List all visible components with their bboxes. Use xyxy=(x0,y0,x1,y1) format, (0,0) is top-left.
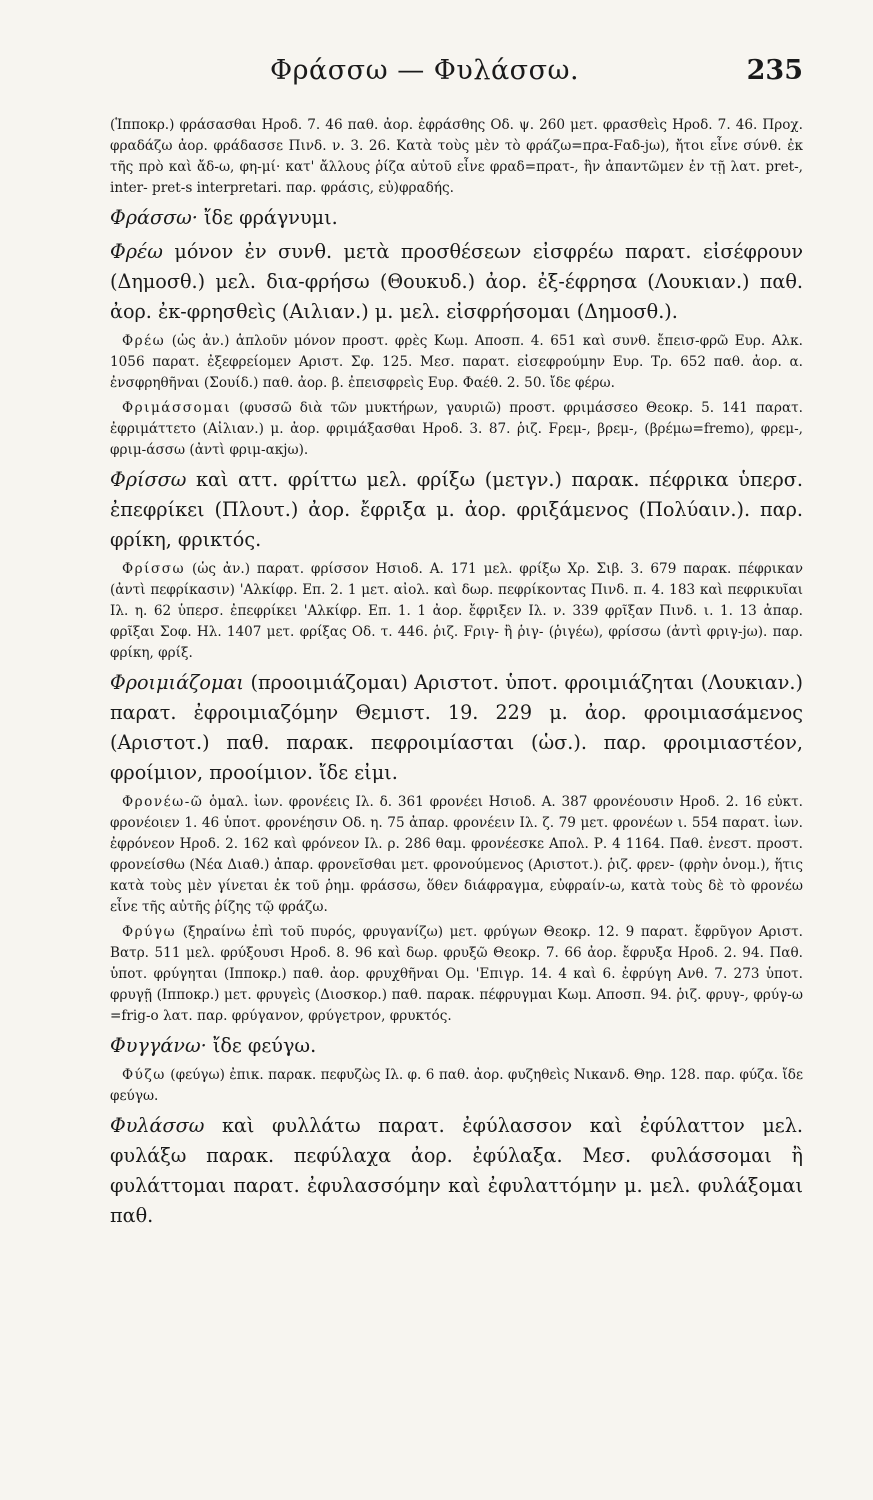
entry-lemma: Φρίσσω xyxy=(110,468,187,491)
dictionary-entry xyxy=(110,922,803,1027)
entry-text: καὶ φυλλάτω παρατ. ἐφύλασσον καὶ ἐφύλαττον μελ. φυλάξω παρακ. πεφύλαχα ἀορ. ἐφύλαξα. Μεσ. φυλάσσομαι ἢ φυλάττομαι παρατ. ἐφυλασσόμην καὶ ἐφυλαττόμην μ. μελ. φυλάξομαι παθ. xyxy=(110,1114,803,1227)
entry-text: (ξηραίνω ἐπὶ τοῦ πυρός, φρυγανίζω) μετ. φρύγων Θεοκρ. 12. 9 παρατ. ἔφρῦγον Αριστ. Βατρ. 511 μελ. φρύξουσι Ηροδ. 8. 96 καὶ δωρ. φρυξῶ Θεοκρ. 7. 66 ἀορ. ἔφρυξα Ηροδ. 2. 94. Παθ. ὑποτ. φρύγηται (Ιπποκρ.) παθ. ἀορ. φρυχθῆναι Ομ. 'Επιγρ. 14. 4 καὶ 6. ἐφρύγη Ανθ. 7. 273 ὑποτ. φρυγῇ (Ιπποκρ.) μετ. φρυγεὶς (Διοσκορ.) παθ. παρακ. πέφρυγμαι Κωμ. Αποσπ. 94. ῥιζ. φρυγ-, φρύγ-ω =frig-o λατ. παρ. φρύγανον, φρύγετρον, φρυκτός. xyxy=(110,924,803,1024)
running-title: Φράσσω — Φυλάσσω. xyxy=(270,55,580,86)
entry-lemma: Φρέω xyxy=(110,240,163,263)
entry-text: (ὡς ἀν.) παρατ. φρίσσον Ησιοδ. Α. 171 μελ. φρίξω Χρ. Σιβ. 3. 679 παρακ. πέφρικαν (ἀντὶ πεφρίκασιν) 'Αλκίφρ. Επ. 2. 1 μετ. αἰολ. καὶ δωρ. πεφρίκοντας Πινδ. π. 4. 183 καὶ πεφρικυῖαι Ιλ. η. 62 ὑπερσ. ἐπεφρίκει 'Αλκίφρ. Επ. 1. 1 ἀορ. ἔφριξεν Ιλ. ν. 339 φρῖξαν Πινδ. ι. 1. 13 ἀπαρ. φρῖξαι Σοφ. Ηλ. 1407 μετ. φρίξας Οδ. τ. 446. ῥιζ. Fριγ- ἢ ῥιγ- (ῥιγέω), φρίσσω (ἀντὶ φριγ-jω). παρ. φρίκη, φρίξ. xyxy=(110,561,803,661)
page-number: 235 xyxy=(746,55,803,86)
entry-lemma: Φρονέω-ῶ xyxy=(122,794,204,810)
entry-text: καὶ αττ. φρίττω μελ. φρίξω (μετγν.) παρακ. πέφρικα ὑπερσ. ἐπεφρίκει (Πλουτ.) ἀορ. ἔφριξα μ. ἀορ. φριξάμενος (Πολύαιν.). παρ. φρίκη, φρικτός. xyxy=(110,468,803,551)
dictionary-entry xyxy=(110,115,803,199)
entry-text: (Ἱπποκρ.) φράσασθαι Ηροδ. 7. 46 παθ. ἀορ. ἐφράσθης Οδ. ψ. 260 μετ. φρασθεὶς Ηροδ. 7. 46. Προχ. φραδάζω ἀορ. φράδασσε Πινδ. ν. 3. 26. Κατὰ τοὺς μὲν τὸ φράζω=πρα-Fαδ-jω), ἤτοι εἶνε σύνθ. ἐκ τῆς πρὸ καὶ ἄδ-ω, φη-μί· κατ' ἄλλους ῥίζα αὐτοῦ εἶνε φραδ=πρατ-, ἣν ἀπαντῶμεν ἐν τῇ λατ. pret-, inter- pret-s interpretari. παρ. φράσις, εὐ)φραδής. xyxy=(110,117,803,196)
entry-text: (φυσσῶ διὰ τῶν μυκτήρων, γαυριῶ) προστ. φριμάσσεο Θεοκρ. 5. 141 παρατ. ἐφριμάττετο (Αἰλιαν.) μ. ἀορ. φριμάξασθαι Ηροδ. 3. 87. ῥιζ. Fρεμ-, βρεμ-, (βρέμω=fremo), φρεμ-, φριμ-άσσω (ἀντὶ φριμ-ακjω). xyxy=(110,400,804,458)
dictionary-entry xyxy=(110,1111,803,1231)
entry-text: ἴδε φράγνυμι. xyxy=(204,206,338,229)
dictionary-entries xyxy=(110,115,803,1231)
dictionary-entry xyxy=(110,331,803,394)
page-header xyxy=(110,55,803,107)
dictionary-entry xyxy=(110,203,803,233)
entry-lemma: Φρέω xyxy=(122,333,166,349)
entry-lemma: Φράσσω· xyxy=(110,206,198,229)
dictionary-entry xyxy=(110,398,803,461)
entry-lemma: Φύζω xyxy=(122,1067,166,1083)
dictionary-entry xyxy=(110,1031,803,1061)
entry-lemma: Φυλάσσω xyxy=(110,1114,205,1137)
entry-lemma: Φρίσσω xyxy=(122,561,186,577)
entry-text: ὁμαλ. ἰων. φρονέεις Ιλ. δ. 361 φρονέει Ησιοδ. Α. 387 φρονέουσιν Ηροδ. 2. 16 εὐκτ. φρονέοιεν 1. 46 ὑποτ. φρονέησιν Οδ. η. 75 ἀπαρ. φρονέειν Ιλ. ζ. 79 μετ. φρονέων ι. 554 παρατ. ἰων. ἐφρόνεον Ηροδ. 2. 162 καὶ φρόνεον Ιλ. ρ. 286 θαμ. φρονέεσκε Απολ. Ρ. 4 1164. Παθ. ἐνεστ. προστ. φρονείσθω (Νέα Διαθ.) ἀπαρ. φρονεῖσθαι μετ. φρονούμενος (Αριστοτ.). ῥιζ. φρεν- (φρὴν ὀνομ.), ἥτις κατὰ τοὺς μὲν γίνεται ἐκ τοῦ ῥημ. φράσσω, ὅθεν διάφραγμα, εὐφραίν-ω, κατὰ τοὺς δὲ τὸ φρονέω εἶνε τῆς αὐτῆς ῥίζης τῷ φράζω. xyxy=(110,794,803,915)
dictionary-entry xyxy=(110,559,803,664)
entry-lemma: Φρύγω xyxy=(122,924,177,940)
entry-lemma: Φροιμιάζομαι xyxy=(110,671,244,694)
dictionary-entry xyxy=(110,1065,803,1107)
entry-text: (προοιμιάζομαι) Αριστοτ. ὑποτ. φροιμιάζηται (Λουκιαν.) παρατ. ἐφροιμιαζόμην Θεμιστ. 19. 229 μ. ἀορ. φροιμιασάμενος (Αριστοτ.) παθ. παρακ. πεφροιμίασται (ὡσ.). παρ. φροιμιαστέον, φροίμιον, προοίμιον. ἴδε εἰμι. xyxy=(110,671,803,784)
entry-text: (ὡς ἀν.) ἁπλοῦν μόνον προστ. φρὲς Κωμ. Αποσπ. 4. 651 καὶ συνθ. ἔπεισ-φρῶ Ευρ. Αλκ. 1056 παρατ. ἐξεφρείομεν Αριστ. Σφ. 125. Μεσ. παρατ. εἰσεφρούμην Ευρ. Τρ. 652 παθ. ἀορ. α. ἐνσφρηθῆναι (Σουίδ.) παθ. ἀορ. β. ἐπεισφρεὶς Ευρ. Φαέθ. 2. 50. ἴδε φέρω. xyxy=(110,333,803,391)
dictionary-entry xyxy=(110,465,803,555)
entry-lemma: Φυγγάνω· xyxy=(110,1034,207,1057)
entry-lemma: Φριμάσσομαι xyxy=(122,400,232,416)
entry-text: (φεύγω) ἐπικ. παρακ. πεφυζὼς Ιλ. φ. 6 παθ. ἀορ. φυζηθεὶς Νικανδ. Θηρ. 128. παρ. φύζα. ἴδε φεύγω. xyxy=(110,1067,803,1104)
dictionary-entry xyxy=(110,668,803,788)
dictionary-entry xyxy=(110,792,803,918)
entry-text: ἴδε φεύγω. xyxy=(212,1034,317,1057)
dictionary-entry xyxy=(110,237,803,327)
entry-text: μόνον ἐν συνθ. μετὰ προσθέσεων εἰσφρέω παρατ. εἰσέφρουν (Δημοσθ.) μελ. δια-φρήσω (Θουκυδ.) ἀορ. ἐξ-έφρησα (Λουκιαν.) παθ. ἀορ. ἐκ-φρησθεὶς (Αιλιαν.) μ. μελ. εἰσφρήσομαι (Δημοσθ.). xyxy=(110,240,803,323)
